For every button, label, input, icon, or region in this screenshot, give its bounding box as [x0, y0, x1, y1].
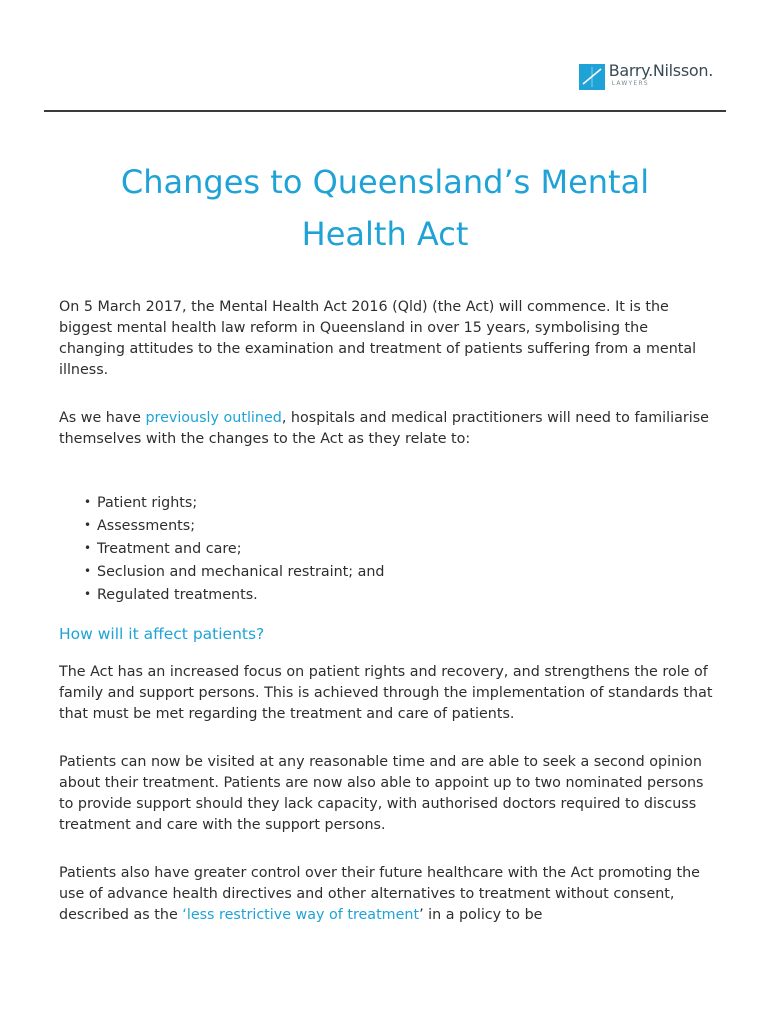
section-heading: How will it affect patients? [59, 625, 265, 643]
logo-mark-icon [579, 64, 605, 90]
logo-name: Barry.Nilsson. [608, 61, 713, 80]
outline-paragraph [59, 408, 714, 450]
intro-paragraph: On 5 March 2017, the Mental Health Act 2016 (Qld) (the Act) will commence. It is the biggest mental health law reform in Queensland in over 15 years, symbolising the changing attitudes to the examination and treatment of patients suffering from a mental illness. [59, 299, 697, 378]
p3-text-after: ’ in a policy to be [419, 907, 543, 923]
page-title [60, 156, 710, 260]
barry-nilsson-logo [579, 62, 713, 90]
topics-list [59, 492, 714, 607]
logo-subtitle: LAWYERS [611, 80, 649, 87]
less-restrictive-link[interactable]: ‘less restrictive way of treatment [182, 907, 420, 923]
bullet-icon: • [84, 495, 92, 509]
bullet-icon: • [84, 564, 92, 578]
article-body [59, 297, 714, 953]
list-item-text: Assessments; [97, 518, 196, 534]
previously-outlined-link[interactable]: previously outlined [145, 410, 282, 426]
list-item [81, 515, 714, 538]
header-divider [44, 110, 726, 112]
outline-text-after: , hospitals and medical practitioners will need to familiarise themselves with the changes to the Act as they relate to: [59, 410, 709, 447]
patients-paragraph-3 [59, 863, 714, 926]
title-line-2: Health Act [301, 215, 469, 253]
bullet-icon: • [84, 541, 92, 555]
list-item-text: Seclusion and mechanical restraint; and [97, 564, 385, 580]
list-item [81, 561, 714, 584]
title-line-1: Changes to Queensland’s Mental [120, 163, 650, 201]
outline-text-before: As we have [59, 410, 146, 426]
list-item-text: Treatment and care; [97, 541, 242, 557]
bullet-icon: • [84, 518, 92, 532]
patients-paragraph-1: The Act has an increased focus on patient rights and recovery, and strengthens the role of family and support persons. This is achieved through the implementation of standards that that must be met regarding the treatment and care of patients. [59, 664, 713, 722]
list-item-text: Patient rights; [97, 495, 198, 511]
list-item [81, 492, 714, 515]
list-item [81, 538, 714, 561]
p3-text-before: Patients also have greater control over their future healthcare with the Act promoting the use of advance health directives and other alternatives to treatment without consent, described as the [59, 865, 700, 923]
bullet-icon: • [84, 587, 92, 601]
list-item-text: Regulated treatments. [97, 587, 258, 603]
list-item [81, 584, 714, 607]
patients-paragraph-2: Patients can now be visited at any reasonable time and are able to seek a second opinion about their treatment. Patients are now also able to appoint up to two nominated persons to provide support should they lack capacity, with authorised doctors required to discuss treatment and care with the support persons. [59, 754, 704, 833]
